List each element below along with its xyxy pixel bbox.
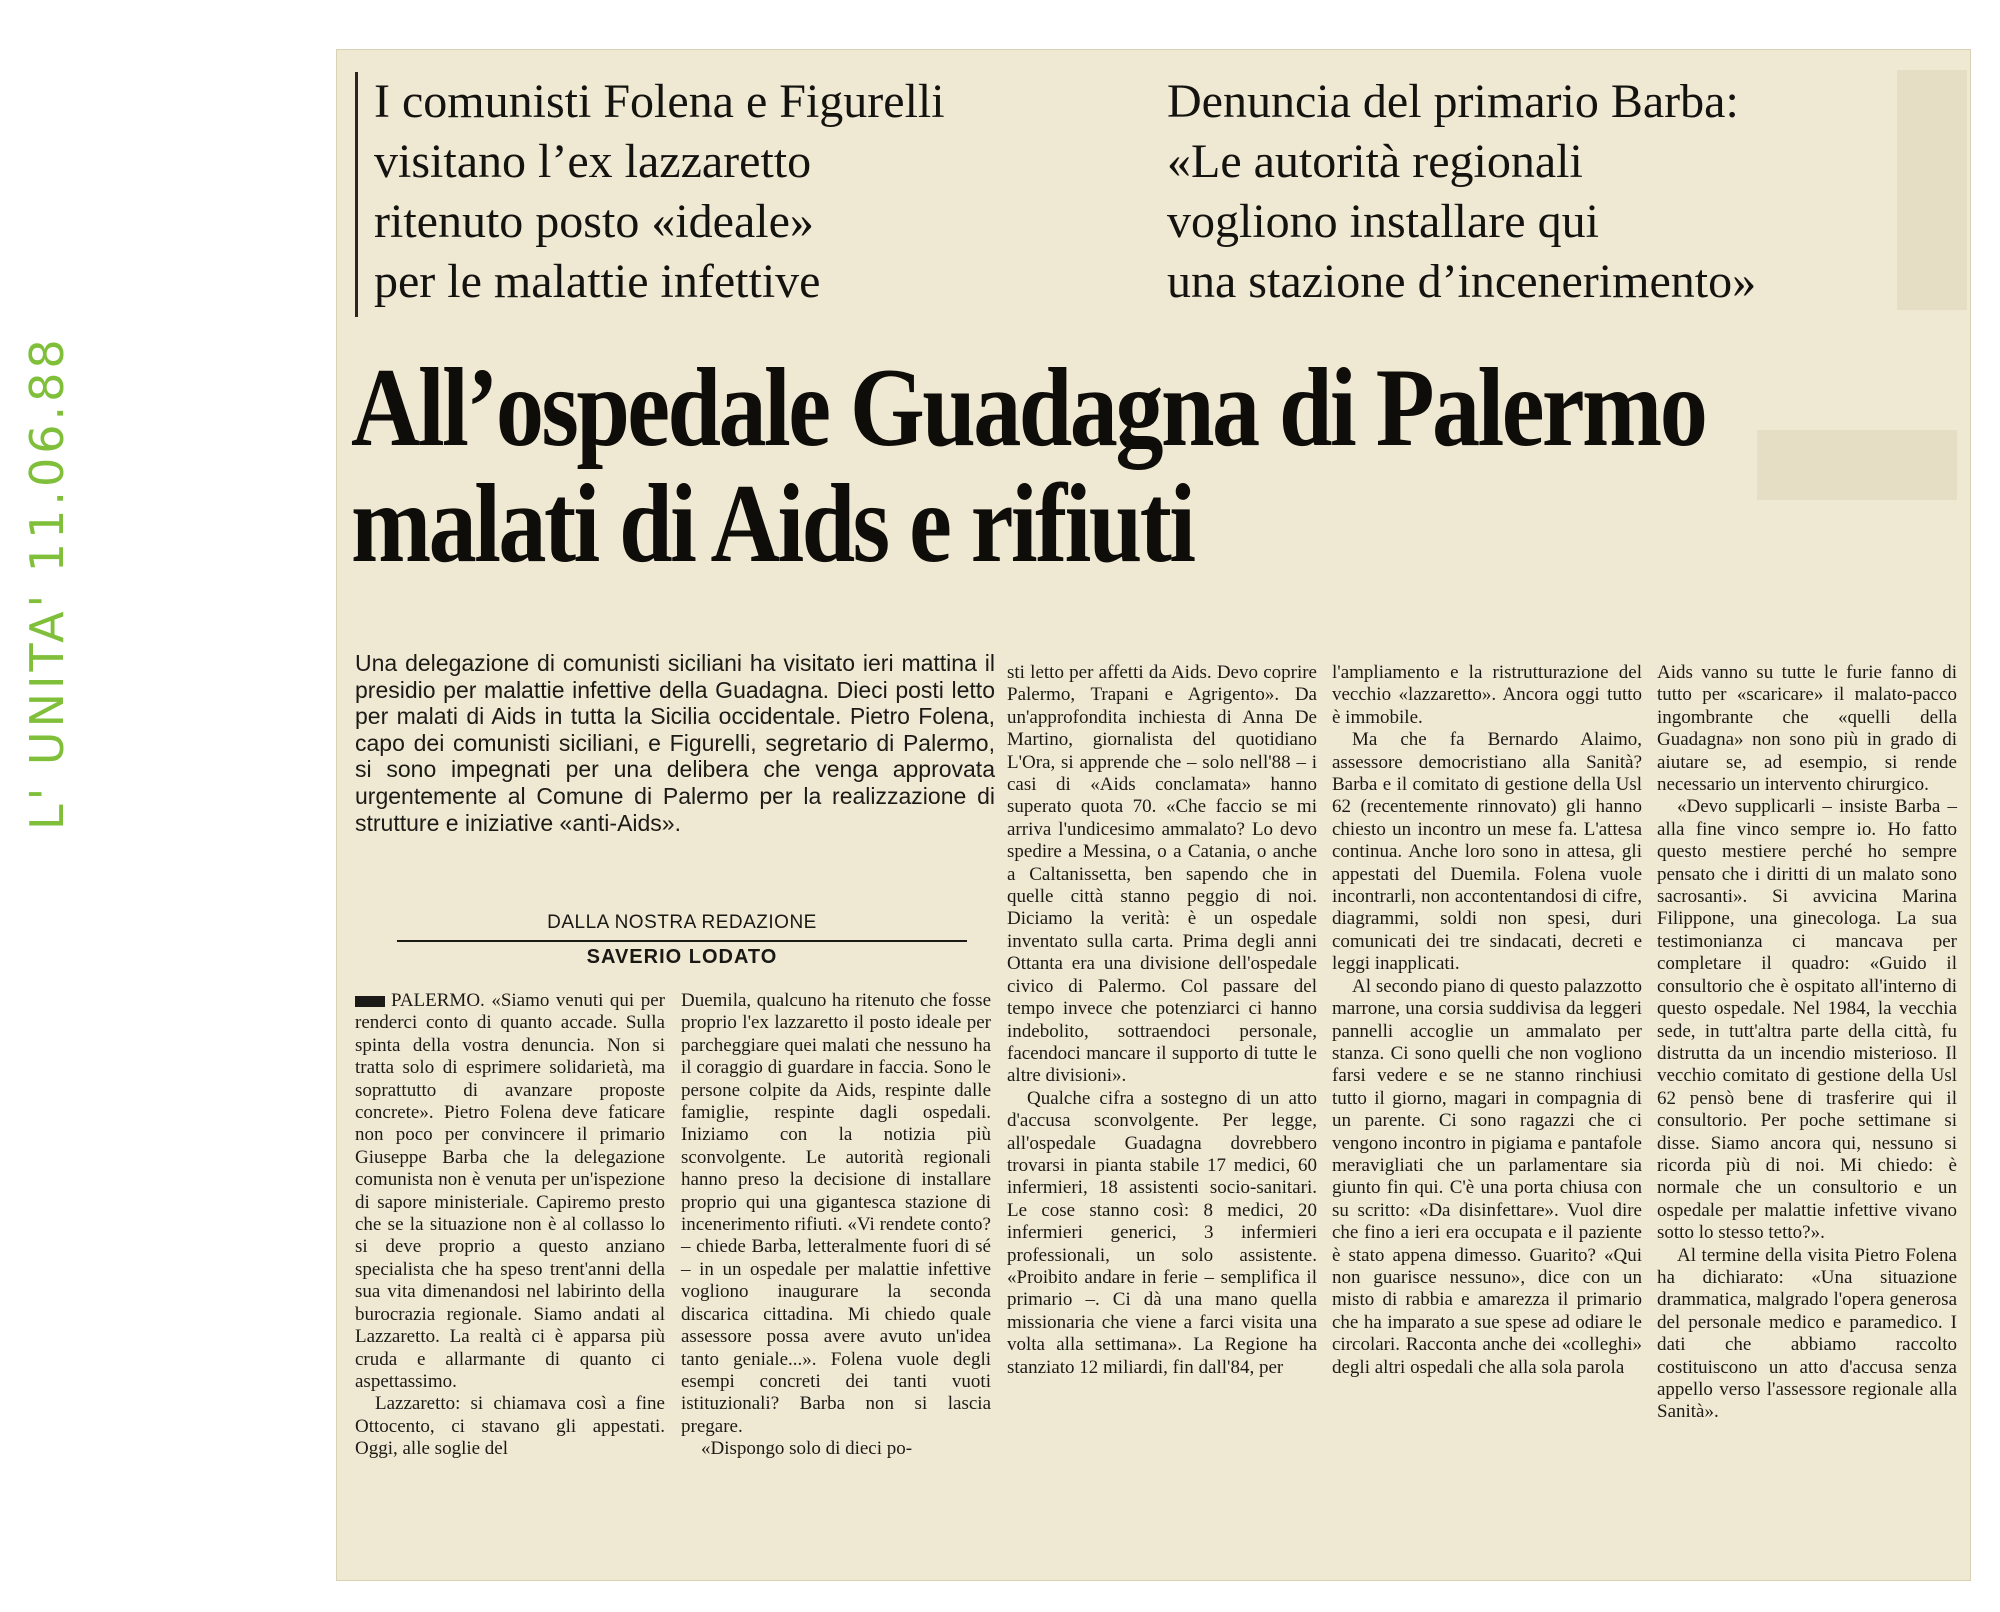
headline-line: malati di Aids e rifiuti [351, 462, 1194, 586]
kicker-line: visitano l’ex lazzaretto [374, 135, 812, 188]
kicker-line: «Le autorità regionali [1167, 135, 1583, 188]
byline-author: SAVERIO LODATO [586, 946, 778, 968]
byline [337, 912, 1027, 969]
article-column-3 [1007, 662, 1317, 1379]
headline [351, 346, 1727, 586]
article-column-5 [1657, 662, 1957, 1424]
bleed-through-shape [1757, 430, 1957, 500]
article-paragraph: Duemila, qualcuno ha ritenuto che fosse proprio l'ex lazzaretto il posto ideale per parcheggiare quei malati che nessuno ha il coraggio di guardare in faccia. Sono le persone colpite da Aids, respinte dalle famiglie, respinte dagli ospedali. Iniziamo con la notizia più sconvolgente. Le autorità regionali hanno preso la decisione di installare proprio qui una gigantesca stazione di incenerimento rifiuti. «Vi rendete conto? – chiede Barba, letteralmente fuori di sé – in un ospedale per malattie infettive vogliono inaugurare la seconda discarica cittadina. Mi chiedo quale assessore possa avere avuto un'idea tanto geniale...». Folena vuole degli esempi concreti dei tanti vuoti istituzionali? Barba non si lascia pregare. [681, 990, 991, 1437]
byline-rule [397, 940, 967, 942]
article-paragraph: Al termine della visita Pietro Folena ha dichiarato: «Una situazione drammatica, malgrado l'opera generosa del personale medico e paramedico. I dati che abbiamo raccolto costituiscono un atto d'accusa senza appello verso l'assessore regionale alla Sanità». [1657, 1244, 1957, 1423]
kicker-right [1167, 72, 1947, 312]
kicker-line: vogliono installare qui [1167, 195, 1599, 248]
dateline: PALERMO. [391, 990, 485, 1011]
kicker-left [355, 72, 1074, 317]
kicker-line: una stazione d’incenerimento» [1167, 255, 1757, 308]
handwritten-date-note: L' UNITA' 11.06.88 [20, 335, 74, 830]
article-paragraph: Qualche cifra a sostegno di un atto d'accusa sconvolgente. Per legge, all'ospedale Guadagna dovrebbero trovarsi in pianta stabile 17 medici, 60 infermieri, 18 assistenti socio-sanitari. Le cose stanno così: 8 medici, 20 infermieri generici, 3 infermieri professionali, un solo assistente. «Proibito andare in ferie – semplifica il primario –. Ci dà una mano quella missionaria che viene a farci visita una volta alla settimana». La Regione ha stanziato 12 miliardi, fin dall'84, per [1007, 1087, 1317, 1378]
article-column-1 [355, 990, 665, 1461]
kicker-line: per le malattie infettive [374, 255, 821, 308]
paragraph-text: «Siamo venuti qui per renderci conto di quanto accade. Sulla spinta della vostra denuncia. Non si tratta solo di esprimere solidarietà, ma soprattutto di avanzare proposte concrete». Pietro Folena deve faticare non poco per convincere il primario Giuseppe Barba che la delegazione comunista non è venuta per un'ispezione di sapore ministeriale. Capiremo presto che se la situazione non è al collasso lo si deve proprio a questo anziano specialista che ha speso trent'anni della sua vita dimenandosi nel labirinto della burocrazia regionale. Siamo andati al Lazzaretto. La realtà ci è apparsa più cruda e allarmante di quanto ci aspettassimo. [355, 990, 665, 1392]
lead-paragraph: Una delegazione di comunisti siciliani ha visitato ieri mattina il presidio per malattie infettive della Guadagna. Dieci posti letto per malati di Aids in tutta la Sicilia occidentale. Pietro Folena, capo dei comunisti siciliani, e Figurelli, segretario di Palermo, si sono impegnati per una delibera che venga approvata urgentemente al Comune di Palermo per la realizzazione di strutture e iniziative «anti-Aids». [355, 650, 995, 836]
article-paragraph: sti letto per affetti da Aids. Devo coprire Palermo, Trapani e Agrigento». Da un'approfondita inchiesta di Anna De Martino, giornalista del quotidiano L'Ora, si apprende che – solo nell'88 – i casi di «Aids conclamata» hanno superato quota 70. «Che faccio se mi arriva l'undicesimo ammalato? Lo devo spedire a Messina, o a Catania, o anche a Caltanissetta, ben sapendo che in quelle città stanno peggio di noi. Diciamo la verità: è un ospedale inventato sulla carta. Prima degli anni Ottanta era una divisione dell'ospedale civico di Palermo. Col passare del tempo invece che potenziarci ci hanno indebolito, sottraendoci personale, facendoci mancare il supporto di tutte le altre divisioni». [1007, 662, 1317, 1087]
article-paragraph: «Dispongo solo di dieci po- [701, 1438, 913, 1460]
kicker-line: ritenuto posto «ideale» [374, 195, 814, 248]
article-paragraph [355, 990, 665, 1393]
article-paragraph: Aids vanno su tutte le furie fanno di tutto per «scaricare» il malato-pacco ingombrante che «quelli della Guadagna» non sono più in grado di aiutare se, ad esempio, si rende necessario un intervento chirurgico. [1657, 662, 1957, 796]
article-column-4 [1332, 662, 1642, 1379]
article-paragraph: Al secondo piano di questo palazzotto marrone, una corsia suddivisa da leggeri pannelli accoglie un ammalato per stanza. Ci sono quelli che non vogliono farsi vedere e se ne stanno rinchiusi tutto il giorno, magari in compagnia di un parente. Ci sono ragazzi che ci vengono incontro in pigiama e pantafole meravigliati che un parlamentare sia giunto fin qui. C'è una porta chiusa con su scritto: «Da disinfettare». Vuol dire che fino a ieri era occupata e il paziente è stato appena dimesso. Guarito? «Qui non guarisce nessuno», dice con un misto di rabbia e amarezza il primario che ha imparato a sue spese ad odiare le circolari. Racconta anche dei «colleghi» degli altri ospedali che alla sola parola [1332, 975, 1642, 1378]
byline-where: DALLA NOSTRA REDAZIONE [547, 912, 817, 933]
article-paragraph: Lazzaretto: si chiamava così a fine Ottocento, ci stavano gli appestati. Oggi, alle soglie del [355, 1393, 665, 1460]
newspaper-clipping [337, 50, 1970, 1580]
article-column-2 [681, 990, 991, 1461]
dateline-marker [355, 996, 385, 1007]
article-paragraph: l'ampliamento e la ristrutturazione del vecchio «lazzaretto». Ancora oggi tutto è immobile. [1332, 662, 1642, 728]
article-paragraph: «Devo supplicarli – insiste Barba – alla fine vinco sempre io. Ho fatto questo mestiere perché ho sempre pensato che i diritti di un malato sono sacrosanti». Si avvicina Marina Filippone, una ginecologa. La sua testimonianza ci mancava per completare il quadro: «Guido il consultorio che è ospitato all'interno di questo ospedale. Nel 1984, la vecchia sede, in tutt'altra parte della città, fu distrutta da un incendio misterioso. Il vecchio comitato di gestione della Usl 62 pensò bene di trasferire qui il consultorio. Per poche settimane si disse. Siamo ancora qui, nessuno si ricorda più di noi. Mi chiedo: è normale che un consultorio e un ospedale per malattie infettive vivano sotto lo stesso tetto?». [1657, 796, 1957, 1244]
headline-line: All’ospedale Guadagna di Palermo [351, 346, 1706, 470]
article-paragraph: Ma che fa Bernardo Alaimo, assessore democristiano alla Sanità? Barba e il comitato di gestione della Usl 62 (recentemente rinnovato) gli hanno chiesto un incontro un mese fa. L'attesa continua. Anche loro sono in attesa, gli appestati del Duemila. Folena vuole incontrarli, non accontentandosi di cifre, diagrammi, soldi non spesi, duri comunicati dei tre sindacati, decreti e leggi inapplicati. [1332, 729, 1642, 975]
kicker-line: Denuncia del primario Barba: [1167, 75, 1739, 128]
kicker-line: I comunisti Folena e Figurelli [374, 75, 945, 128]
